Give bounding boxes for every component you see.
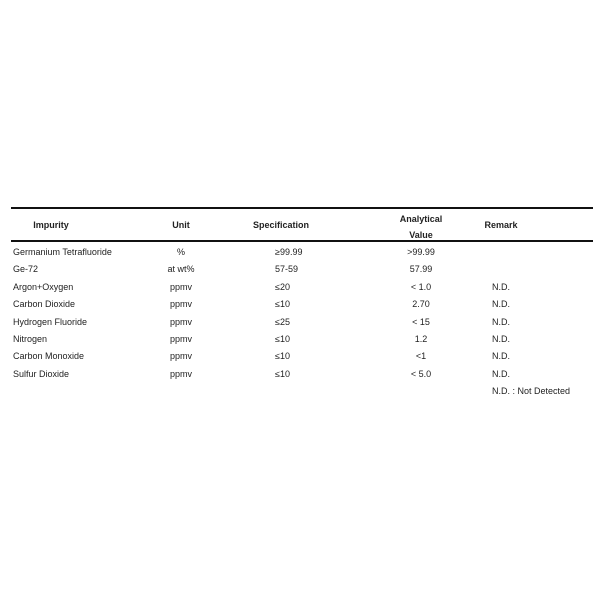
cell-impurity: Ge-72 [13, 264, 39, 275]
table-row [11, 331, 593, 348]
header-specification: Specification [252, 220, 309, 230]
cell-analytical-value: 2.70 [412, 299, 430, 310]
table-row [11, 279, 593, 296]
table-footnote-row [11, 383, 593, 400]
cell-unit: ppmv [169, 299, 192, 310]
table-row [11, 314, 593, 331]
cell-specification: ≤10 [275, 351, 290, 362]
table-body [11, 242, 593, 400]
cell-unit: ppmv [169, 281, 192, 292]
cell-specification: ≤10 [275, 299, 290, 310]
cell-unit: % [176, 247, 185, 257]
header-analytical-line1: Analytical [399, 214, 443, 224]
cell-remark: N.D. [492, 368, 510, 379]
table-row [11, 348, 593, 365]
cell-analytical-value: 57.99 [409, 264, 433, 275]
cell-specification: ≤25 [275, 316, 290, 327]
cell-remark: N.D. [492, 351, 510, 362]
impurity-spec-table [11, 207, 593, 400]
cell-analytical-value: >99.99 [407, 247, 435, 257]
cell-remark: N.D. [492, 281, 510, 292]
cell-impurity: Argon+Oxygen [13, 281, 74, 292]
cell-impurity: Germanium Tetrafluoride [13, 247, 112, 257]
cell-unit: ppmv [169, 351, 192, 362]
cell-unit: at wt% [167, 264, 195, 275]
cell-analytical-value: < 5.0 [410, 368, 432, 379]
cell-specification: ≤20 [275, 281, 290, 292]
cell-impurity: Nitrogen [13, 333, 48, 344]
cell-specification: 57-59 [275, 264, 299, 275]
table-header [11, 209, 593, 240]
cell-remark: N.D. [492, 333, 510, 344]
cell-impurity: Carbon Monoxide [13, 351, 85, 362]
cell-unit: ppmv [169, 333, 192, 344]
table-row [11, 366, 593, 383]
cell-specification: ≤10 [275, 333, 290, 344]
header-analytical-value [381, 211, 461, 243]
table-row [11, 261, 593, 278]
cell-unit: ppmv [169, 368, 192, 379]
cell-specification: ≤10 [275, 368, 290, 379]
cell-analytical-value: < 1.0 [410, 281, 432, 292]
header-impurity: Impurity [33, 220, 69, 230]
table-row [11, 296, 593, 313]
cell-analytical-value: < 15 [412, 316, 430, 327]
header-unit: Unit [172, 220, 190, 230]
cell-analytical-value: <1 [415, 351, 427, 362]
cell-remark: N.D. [492, 299, 510, 310]
footnote-not-detected: N.D. : Not Detected [492, 386, 571, 397]
cell-impurity: Carbon Dioxide [13, 299, 76, 310]
cell-remark: N.D. [492, 316, 510, 327]
cell-analytical-value: 1.2 [414, 333, 428, 344]
table-row [11, 244, 593, 261]
cell-impurity: Sulfur Dioxide [13, 368, 70, 379]
cell-impurity: Hydrogen Fluoride [13, 316, 88, 327]
header-remark: Remark [484, 220, 518, 230]
header-analytical-line2: Value [409, 230, 433, 240]
cell-unit: ppmv [169, 316, 192, 327]
cell-specification: ≥99.99 [275, 247, 303, 257]
